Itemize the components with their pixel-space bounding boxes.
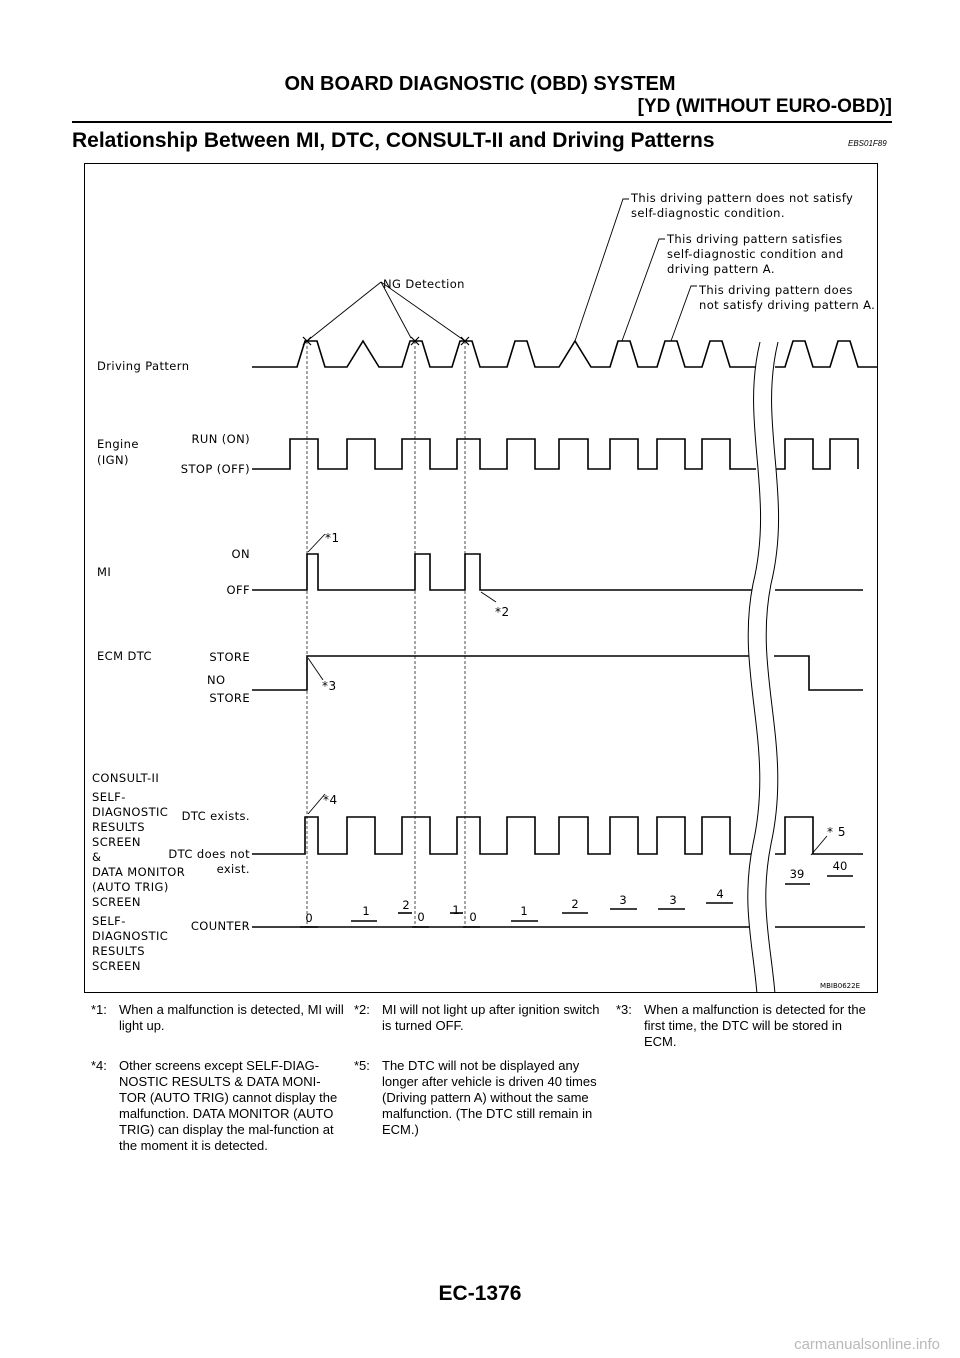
level-counter: COUNTER — [190, 919, 250, 933]
counter-value: 0 — [305, 911, 313, 925]
marker-1-leader — [308, 534, 325, 552]
marker-4: *4 — [323, 793, 338, 807]
footnote-key: *5: — [354, 1058, 370, 1073]
page-header-title: ON BOARD DIAGNOSTIC (OBD) SYSTEM — [284, 73, 676, 95]
row-label-ecm-dtc: ECM DTC — [97, 649, 152, 663]
row-label-mi: MI — [97, 565, 112, 579]
ng-leader-1 — [307, 282, 381, 341]
callout-not-satisfy-diag-line2: self-diagnostic condition. — [631, 206, 785, 220]
marker-2: *2 — [495, 605, 510, 619]
row-label-self-diag2-1: SELF- — [92, 914, 126, 928]
footnote-text: When a malfunction is detected, MI will light up. — [119, 1002, 344, 1033]
level-store: STORE — [209, 650, 250, 664]
timing-diagram-svg — [85, 164, 878, 993]
callout-2-leader — [622, 239, 665, 341]
row-label-driving-pattern: Driving Pattern — [97, 359, 190, 373]
level-no-store: STORE — [209, 691, 250, 705]
footnote-text: The DTC will not be displayed any longer after vehicle is driven 40 times (Driving pattern A) without the same malfunction. (The DTC still remain in ECM.) — [382, 1058, 597, 1137]
row-label-self-diag-4: SCREEN — [92, 835, 141, 849]
level-stop-off: STOP (OFF) — [180, 462, 250, 476]
row-label-consult: CONSULT-II — [92, 771, 160, 785]
callout-satisfies-line1: This driving pattern satisfies — [667, 232, 843, 246]
time-break — [748, 342, 779, 993]
page-header-subtitle: [YD (WITHOUT EURO-OBD)] — [637, 96, 892, 117]
counter-value: 3 — [619, 893, 627, 907]
counter-value: 2 — [402, 898, 410, 912]
row-label-self-diag-7: (AUTO TRIG) — [92, 880, 169, 894]
watermark: carmanualsonline.info — [794, 1336, 940, 1353]
level-on: ON — [231, 547, 250, 561]
counter-value: 1 — [520, 904, 528, 918]
callout-3-leader — [671, 286, 697, 341]
footnote-key: *4: — [91, 1058, 107, 1073]
level-dtc-not-1: DTC does not — [168, 847, 250, 861]
ng-detection-label: NG Detection — [383, 277, 465, 291]
timing-diagram — [84, 163, 878, 993]
counter-value: 40 — [832, 859, 848, 873]
row-label-self-diag-1: SELF- — [92, 790, 126, 804]
footnote — [91, 1002, 346, 1034]
footnote-text: MI will not light up after ignition switch is turned OFF. — [382, 1002, 600, 1033]
mi-waveform — [252, 554, 761, 590]
level-off: OFF — [226, 583, 250, 597]
row-label-self-diag-2: DIAGNOSTIC — [92, 805, 169, 819]
marker-5: * 5 — [827, 825, 846, 839]
row-label-self-diag-3: RESULTS — [92, 820, 145, 834]
level-dtc-not-2: exist. — [216, 862, 250, 876]
marker-1: *1 — [325, 531, 340, 545]
driving-pattern-waveform-cont — [775, 341, 878, 367]
row-label-self-diag-6: DATA MONITOR — [92, 865, 186, 879]
level-run-on: RUN (ON) — [191, 432, 250, 446]
driving-pattern-waveform — [252, 341, 763, 367]
footnote — [354, 1058, 609, 1138]
counter-value: 0 — [469, 910, 477, 924]
footnote — [354, 1002, 609, 1034]
section-title: Relationship Between MI, DTC, CONSULT-II and Driving Patterns — [72, 129, 715, 152]
callout-satisfies-line2: self-diagnostic condition and — [667, 247, 844, 261]
footnote-key: *2: — [354, 1002, 370, 1017]
ecm-dtc-waveform-cont — [774, 656, 863, 690]
callout-satisfies-line3: driving pattern A. — [667, 262, 775, 276]
consult-waveform — [252, 817, 757, 854]
consult-waveform-cont — [775, 817, 863, 854]
marker-3-leader — [308, 658, 323, 680]
page-number: EC-1376 — [438, 1282, 522, 1305]
row-label-self-diag2-2: DIAGNOSTIC — [92, 929, 169, 943]
counter-value: 1 — [362, 904, 370, 918]
counter-value: 1 — [452, 903, 460, 917]
engine-ign-waveform — [252, 439, 756, 469]
marker-3: *3 — [322, 679, 337, 693]
row-label-self-diag-8: SCREEN — [92, 895, 141, 909]
footnote-text: Other screens except SELF-DIAG-NOSTIC RESULTS & DATA MONI-TOR (AUTO TRIG) cannot display the malfunction. DATA MONITOR (AUTO TRIG) can display the mal-function at the moment it is detected. — [119, 1058, 338, 1153]
footnote — [616, 1002, 871, 1050]
callout-not-satisfy-a-line1: This driving pattern does — [699, 283, 853, 297]
section-code: EBS01F89 — [848, 139, 887, 148]
footnote-key: *1: — [91, 1002, 107, 1017]
level-dtc-exists: DTC exists. — [181, 809, 250, 823]
counter-value: 4 — [716, 887, 724, 901]
footnote-key: *3: — [616, 1002, 632, 1017]
callout-1-leader — [575, 199, 629, 341]
engine-ign-waveform-cont — [775, 439, 858, 469]
callout-not-satisfy-diag-line1: This driving pattern does not satisfy — [631, 191, 854, 205]
row-label-self-diag-5: & — [92, 850, 102, 864]
row-label-self-diag2-4: SCREEN — [92, 959, 141, 973]
counter-value: 3 — [669, 893, 677, 907]
row-label-engine: Engine — [97, 437, 139, 451]
row-label-ign: (IGN) — [97, 453, 129, 467]
header-rule — [72, 121, 892, 123]
footnote-text: When a malfunction is detected for the first time, the DTC will be stored in ECM. — [644, 1002, 866, 1049]
counter-value: 39 — [789, 867, 805, 881]
counter-value: 2 — [571, 897, 579, 911]
level-no: NO — [207, 673, 226, 687]
marker-2-leader — [481, 592, 496, 602]
figure-id: MBIB0622E — [820, 982, 860, 990]
row-label-self-diag2-3: RESULTS — [92, 944, 145, 958]
counter-value: 0 — [417, 910, 425, 924]
footnote — [91, 1058, 346, 1154]
callout-not-satisfy-a-line2: not satisfy driving pattern A. — [699, 298, 876, 312]
